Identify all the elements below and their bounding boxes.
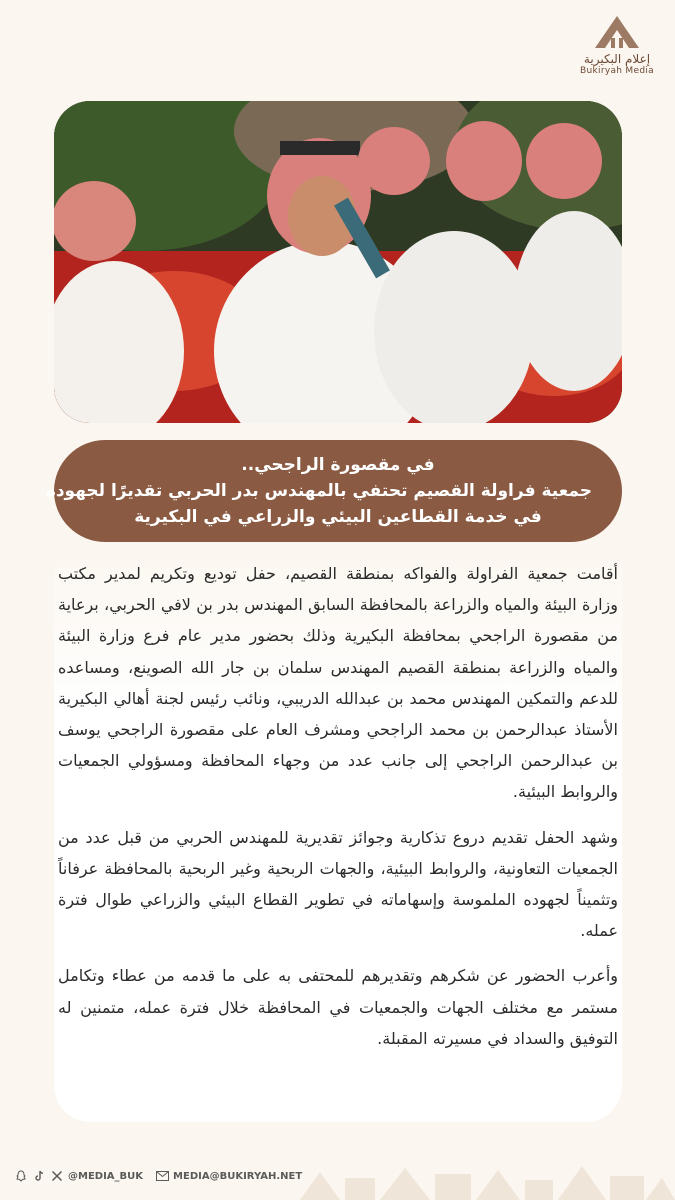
article-body	[58, 558, 618, 1068]
logo-arabic-text: إعلام البكيرية	[583, 52, 651, 66]
logo-english-text: Bukiryah Media	[580, 66, 654, 76]
event-photo	[54, 101, 622, 423]
logo-mark-icon	[589, 14, 645, 50]
mail-icon	[155, 1169, 169, 1183]
footer-skyline-decoration	[290, 1160, 675, 1200]
footer-handle[interactable]: @MEDIA_BUK	[68, 1170, 144, 1182]
x-icon[interactable]	[50, 1169, 64, 1183]
headline-banner	[45, 440, 622, 542]
snapchat-icon[interactable]	[14, 1169, 28, 1183]
footer-contacts	[14, 1164, 302, 1188]
headline-line-2: جمعية فراولة القصيم تحتفي بالمهندس بدر الحربي تقديرًا لجهوده	[45, 481, 592, 501]
article-paragraph-1: أقامت جمعية الفراولة والفواكه بمنطقة القصيم، حفل توديع وتكريم لمدير مكتب وزارة البيئة والمياه والزراعة بالمحافظة السابق المهندس بدر بن لافي الحربي، برعاية من مقصورة الراجحي بمحافظة البكيرية وذلك بحضور مدير عام فرع وزارة البيئة والمياه والزراعة بمنطقة القصيم المهندس سلمان بن جار الله الصوينع، ومساعده للدعم والتمكين المهندس محمد بن عبدالله الدريبي، ونائب رئيس لجنة أهالي البكيرية الأستاذ عبدالرحمن بن محمد الراجحي ومشرف العام على مقصورة الراجحي يوسف بن عبدالرحمن الراجحي إلى جانب عدد من وجهاء المحافظة ومسؤولي الجمعيات والروابط البيئية.	[58, 564, 618, 802]
headline-line-3: في خدمة القطاعين البيئي والزراعي في البكيرية	[134, 507, 542, 527]
article-paragraph-2: وشهد الحفل تقديم دروع تذكارية وجوائز تقديرية للمهندس الحربي من قبل عدد من الجمعيات التعاونية، والروابط البيئية، والجهات الربحية وغير الربحية بالمحافظة عرفاناً وتثميناً لجهوده الملموسة وإسهاماته في تطوير القطاع البيئي والزراعي طوال فترة عمله.	[58, 827, 618, 941]
footer-email[interactable]: MEDIA@BUKIRYAH.NET	[173, 1170, 303, 1182]
article-paragraph-3: وأعرب الحضور عن شكرهم وتقديرهم للمحتفى به على ما قدمه من عطاء وتكامل مستمر مع مختلف الجهات والجمعيات في المحافظة خلال فترة عمله، متمنين له التوفيق والسداد في مسيرته المقبلة.	[58, 966, 618, 1048]
headline-line-1: في مقصورة الراجحي..	[241, 455, 435, 475]
brand-logo	[577, 14, 657, 86]
tiktok-icon[interactable]	[32, 1169, 46, 1183]
event-photo-image	[54, 101, 622, 423]
